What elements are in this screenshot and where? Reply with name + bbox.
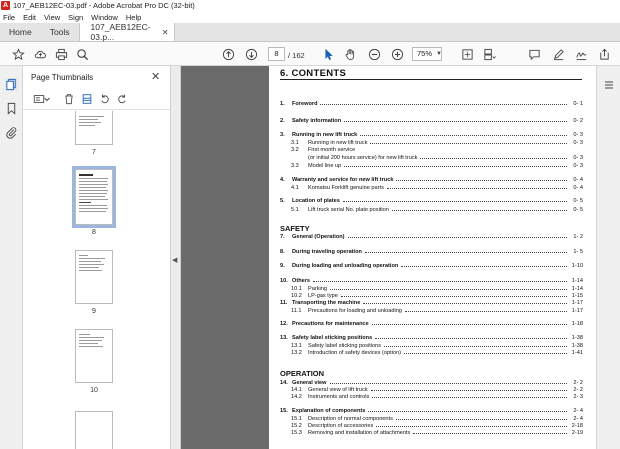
toc-entry-number: 10.	[280, 278, 288, 284]
toc-entry[interactable]	[280, 307, 583, 315]
toc-entry-title: Running in new lift truck	[292, 132, 358, 138]
toc-leader-dots	[384, 342, 567, 347]
toc-entry-title: Safety label sticking positions	[292, 335, 373, 341]
heading-rule	[280, 79, 582, 80]
highlight-pen-icon[interactable]	[550, 46, 566, 62]
toc-entry-title: Safety label sticking positions	[308, 343, 382, 349]
star-icon[interactable]	[10, 46, 26, 62]
toc-entry-number: 12.	[280, 321, 288, 327]
print-icon[interactable]	[53, 46, 69, 62]
toc-entry-number: 5.1	[291, 207, 299, 213]
share-icon[interactable]	[596, 46, 612, 62]
document-viewer[interactable]	[181, 66, 596, 449]
toc-entry-number: 2.	[280, 118, 285, 124]
toc-entry-title: General view of lift truck	[308, 387, 368, 393]
toc-leader-dots	[401, 262, 567, 267]
page-total: / 162	[288, 51, 305, 60]
toc-entry-number: 1.	[280, 101, 285, 107]
page-heading: 6. CONTENTS	[280, 68, 347, 79]
tab-home[interactable]	[0, 23, 41, 41]
rotate-right-icon[interactable]	[115, 92, 129, 106]
toc-entry-page: 0- 5	[573, 198, 583, 204]
search-icon[interactable]	[74, 46, 90, 62]
menu-edit[interactable]: Edit	[23, 12, 37, 22]
toc-leader-dots	[313, 277, 567, 282]
toc-entry-number: 15.1	[291, 416, 302, 422]
toc-entry-title: Explanation of components	[292, 408, 366, 414]
toc-leader-dots	[376, 422, 567, 427]
zoom-level-select[interactable]: 75%	[412, 47, 442, 61]
toc-entry-page: 1-38	[571, 343, 583, 349]
toc-entry-title: During loading and unloading operation	[292, 263, 399, 269]
toc-entry-page: 0- 3	[573, 155, 583, 161]
toc-entry-number: 14.	[280, 380, 288, 386]
menu-window[interactable]: Window	[91, 12, 118, 22]
toc-leader-dots	[372, 393, 567, 398]
next-page-icon[interactable]	[243, 46, 259, 62]
panel-title: Page Thumbnails	[31, 73, 94, 82]
toc-entry-title: General view	[292, 380, 327, 386]
toc-entry-title: Komatsu Forklift genuine parts	[308, 185, 384, 191]
toc-entry-number: 13.2	[291, 350, 302, 356]
toc-entry[interactable]	[280, 131, 583, 139]
toc-leader-dots	[343, 197, 567, 202]
hand-tool-icon[interactable]	[342, 46, 358, 62]
thumbnail-page-10[interactable]	[75, 329, 113, 383]
toc-entry-page: 2- 3	[573, 394, 583, 400]
toc-entry-title: General (Operation)	[292, 234, 345, 240]
tab-document-label: 107_AEB12EC-03.p...	[90, 22, 151, 42]
toc-entry-title: Location of plates	[292, 198, 340, 204]
cloud-upload-icon[interactable]	[32, 46, 48, 62]
toc-entry[interactable]	[280, 206, 583, 214]
page-thumbnails-panel	[23, 66, 171, 449]
toc-entry-number: 15.	[280, 408, 288, 414]
toc-entry[interactable]	[280, 277, 583, 285]
previous-page-icon[interactable]	[220, 46, 236, 62]
toc-entry-page: 1-17	[571, 308, 583, 314]
toc-leader-dots	[363, 299, 567, 304]
menu-file[interactable]: File	[3, 12, 16, 22]
toc-entry[interactable]	[280, 299, 583, 307]
toc-entry-page: 1-18	[571, 321, 583, 327]
pdf-page	[269, 66, 596, 449]
toc-leader-dots	[365, 248, 567, 253]
thumbnail-toolbar	[23, 88, 170, 110]
toc-entry[interactable]	[280, 349, 583, 357]
toc-entry-page: 0- 5	[573, 207, 583, 213]
toc-entry-page: 0- 4	[573, 185, 583, 191]
panel-splitter[interactable]	[171, 66, 181, 449]
toc-entry[interactable]	[280, 262, 583, 270]
toc-entry-number: 14.1	[291, 387, 302, 393]
zoom-out-icon[interactable]	[366, 46, 382, 62]
thumbnail-list	[23, 111, 170, 449]
toc-entry-number: 3.1	[291, 140, 299, 146]
toc-entry-number: 14.2	[291, 394, 302, 400]
delete-page-icon[interactable]	[62, 92, 76, 106]
toc-entry-title: During traveling operation	[292, 249, 362, 255]
toc-entry-title: Introduction of safety devices (option)	[308, 350, 401, 356]
tab-tools-label: Tools	[49, 27, 70, 37]
tools-pane-icon[interactable]	[603, 78, 615, 90]
toc-entry[interactable]	[280, 407, 583, 415]
toc-entry-title: Removing and installation of attachments	[308, 430, 411, 436]
toc-entry-title: Foreword	[292, 101, 318, 107]
toc-entry-page: 2- 4	[573, 416, 583, 422]
chevron-down-icon[interactable]: ▼	[436, 51, 442, 57]
toc-entry-page: 0- 4	[573, 177, 583, 183]
toc-leader-dots	[392, 206, 567, 211]
window-title: 107_AEB12EC-03.pdf - Adobe Acrobat Pro DC (32-bit)	[13, 1, 195, 10]
toc-entry-page: 2- 2	[573, 380, 583, 386]
sign-icon[interactable]	[573, 46, 589, 62]
toc-entry-page: 0- 3	[573, 163, 583, 169]
toc-entry-page: 2- 2	[573, 387, 583, 393]
close-tab-icon[interactable]: ✕	[161, 27, 169, 37]
toc-entry-page: 1-38	[571, 335, 583, 341]
toc-entry-page: 1-17	[571, 300, 583, 306]
toc-entry[interactable]	[280, 117, 583, 125]
toc-entry-title: Description of normal components	[308, 416, 393, 422]
toc-entry-page: 0- 3	[573, 140, 583, 146]
toc-section-heading: OPERATION	[280, 369, 325, 378]
toc-entry-title: Description of accessories	[308, 423, 374, 429]
thumbnail-page-9[interactable]	[75, 250, 113, 304]
toc-entry-number: 15.2	[291, 423, 302, 429]
toc-entry-title: Lift truck serial No. plate position	[308, 207, 389, 213]
toc-entry-number: 9.	[280, 263, 285, 269]
thumbnail-label: 8	[92, 229, 96, 236]
toc-entry-number: 10.1	[291, 286, 302, 292]
toc-entry-title: First month service	[308, 147, 356, 153]
toc-entry-title: Precautions for maintenance	[292, 321, 369, 327]
toc-entry-title: Precautions for loading and unloading	[308, 308, 402, 314]
page-thumbnails-icon[interactable]	[5, 78, 18, 91]
toc-leader-dots	[341, 292, 567, 297]
toc-leader-dots	[370, 139, 567, 144]
menu-sign[interactable]: Sign	[68, 12, 84, 22]
toc-entry[interactable]	[280, 184, 583, 192]
navigation-pane-strip	[0, 66, 23, 449]
toc-entry-page: 2-19	[571, 430, 583, 436]
thumbnail-page-8[interactable]	[75, 169, 113, 225]
toc-leader-dots	[413, 429, 567, 434]
toc-entry-number: 15.3	[291, 430, 302, 436]
zoom-in-icon[interactable]	[389, 46, 405, 62]
toc-entry-page: 1-41	[571, 350, 583, 356]
toc-entry-page: 1-10	[571, 263, 583, 269]
toc-leader-dots	[348, 233, 567, 238]
toc-entry-title: Instruments and controls	[308, 394, 370, 400]
toc-entry-number: 11.1	[291, 308, 302, 314]
toc-entry-number: 10.2	[291, 293, 302, 299]
toc-leader-dots	[344, 162, 567, 167]
toc-leader-dots	[404, 349, 567, 354]
toc-entry[interactable]	[280, 154, 583, 162]
rotate-left-icon[interactable]	[98, 92, 112, 106]
toc-entry-page: 1-15	[571, 293, 583, 299]
comment-icon[interactable]	[526, 46, 542, 62]
thumbnail-label: 9	[92, 308, 96, 315]
page-number-input[interactable]: 8	[268, 47, 285, 61]
fit-page-icon[interactable]	[459, 46, 475, 62]
toc-leader-dots	[330, 379, 567, 384]
toc-entry-page: 0- 3	[573, 132, 583, 138]
toc-entry[interactable]	[280, 334, 583, 342]
title-bar	[0, 0, 620, 11]
toc-entry-page: 1- 2	[573, 234, 583, 240]
toc-leader-dots	[344, 117, 567, 122]
toc-entry-title: Others	[292, 278, 311, 284]
select-cursor-icon[interactable]	[320, 46, 336, 62]
thumbnail-page-7[interactable]	[75, 111, 113, 145]
toc-leader-dots	[396, 415, 567, 420]
toc-entry-title: Running in new lift truck	[308, 140, 368, 146]
toc-entry-number: 13.1	[291, 343, 302, 349]
toc-entry-page: 1- 5	[573, 249, 583, 255]
thumbnail-label: 7	[92, 149, 96, 156]
chevron-down-icon[interactable]	[43, 92, 51, 106]
toc-entry[interactable]	[280, 393, 583, 401]
main-toolbar	[0, 42, 620, 66]
toc-leader-dots	[405, 307, 567, 312]
thumbnail-label: 10	[90, 387, 98, 394]
toc-leader-dots	[320, 100, 567, 105]
toc-leader-dots	[387, 184, 567, 189]
collapse-panel-icon[interactable]: ◀	[172, 257, 178, 264]
bookmark-icon[interactable]	[5, 102, 18, 115]
right-tools-strip	[596, 66, 620, 449]
toc-entry[interactable]	[280, 176, 583, 184]
toc-entry-number: 8.	[280, 249, 285, 255]
toc-entry-number: 3.	[280, 132, 285, 138]
menu-view[interactable]: View	[44, 12, 61, 22]
toc-entry-number: 7.	[280, 234, 285, 240]
toc-entry-number: 3.3	[291, 163, 299, 169]
toc-entry-title: LP-gas type	[308, 293, 338, 299]
scroll-mode-icon[interactable]	[481, 46, 497, 62]
toc-entry-title: (or initial 200 hours service) for new lift truck	[308, 155, 418, 161]
tab-document[interactable]	[79, 23, 175, 41]
toc-entry-page: 0- 2	[573, 118, 583, 124]
toc-entry-number: 4.	[280, 177, 285, 183]
toc-leader-dots	[371, 386, 567, 391]
toc-entry-page: 2-18	[571, 423, 583, 429]
toc-entry[interactable]	[280, 139, 583, 147]
toc-entry[interactable]	[280, 197, 583, 205]
toc-entry-title: Transporting the machine	[292, 300, 361, 306]
toc-entry[interactable]	[280, 429, 583, 437]
toc-entry-title: Parking	[308, 286, 327, 292]
toc-entry-title: Warranty and service for new lift truck	[292, 177, 394, 183]
toc-leader-dots	[330, 285, 567, 290]
toc-section-heading: SAFETY	[280, 224, 310, 233]
toc-entry-number: 4.1	[291, 185, 299, 191]
extract-page-icon[interactable]	[80, 92, 94, 106]
toc-entry-title: Model line up	[308, 163, 342, 169]
close-icon[interactable]: ✕	[151, 71, 161, 83]
thumbnail-page-11[interactable]	[75, 411, 113, 449]
toc-entry[interactable]	[280, 100, 583, 108]
toc-leader-dots	[375, 334, 567, 339]
toc-entry-number: 3.2	[291, 147, 299, 153]
toc-leader-dots	[360, 131, 567, 136]
attachment-icon[interactable]	[5, 126, 18, 139]
toc-entry-number: 11.	[280, 300, 288, 306]
toc-entry-number: 5.	[280, 198, 285, 204]
toc-leader-dots	[396, 176, 567, 181]
toc-leader-dots	[372, 320, 567, 325]
toc-leader-dots	[420, 154, 567, 159]
toc-entry[interactable]	[280, 233, 583, 241]
toc-entry[interactable]	[280, 248, 583, 256]
toc-entry-title: Safety information	[292, 118, 342, 124]
toc-leader-dots	[368, 407, 567, 412]
toc-entry-page: 1-14	[571, 278, 583, 284]
acrobat-app-icon: A	[2, 2, 9, 9]
toc-entry-page: 1-14	[571, 286, 583, 292]
toc-entry-number: 13.	[280, 335, 288, 341]
tab-home-label: Home	[9, 27, 32, 37]
toc-entry-page: 2- 4	[573, 408, 583, 414]
tab-tools[interactable]	[41, 23, 79, 41]
menu-help[interactable]: Help	[125, 12, 142, 22]
tab-bar	[0, 23, 620, 42]
toc-entry[interactable]	[280, 162, 583, 170]
toc-entry-page: 0- 1	[573, 101, 583, 107]
toc-entry[interactable]	[280, 320, 583, 328]
